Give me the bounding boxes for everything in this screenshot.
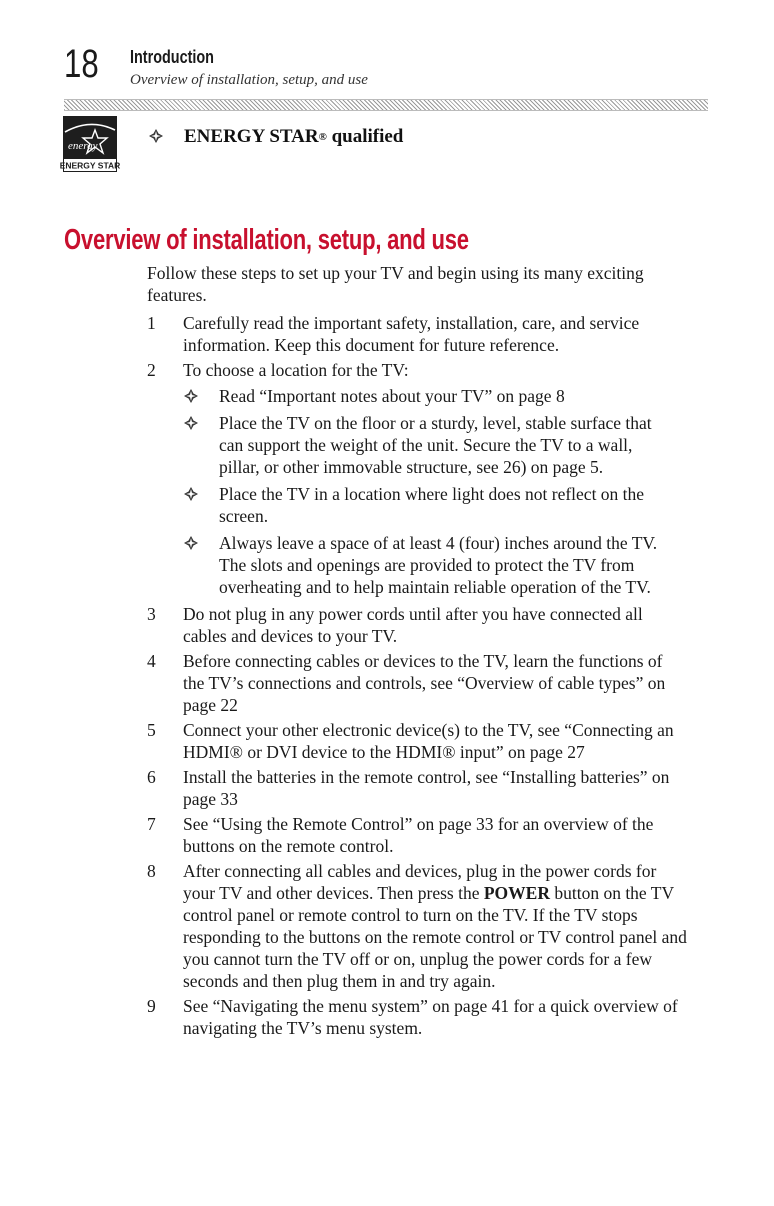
- steps-list: [147, 312, 687, 1042]
- diamond-bullet-icon: [183, 532, 219, 598]
- step-6: [147, 766, 687, 810]
- step-number: 8: [147, 861, 156, 881]
- energy-star-logo-text: ENERGY STAR: [59, 160, 121, 171]
- step-4: [147, 650, 687, 716]
- step-2: [147, 359, 687, 381]
- step-text: Do not plug in any power cords until after you have connected all cables and devices to your TV.: [183, 604, 643, 646]
- bullet-text: Place the TV on the floor or a sturdy, level, stable surface that can support the weight of the unit. Secure the TV to a wall, pillar, or other immovable structure, see 26) on page 5.: [219, 413, 652, 477]
- step-number: 7: [147, 814, 156, 834]
- step-number: 9: [147, 996, 156, 1016]
- header-rule: [64, 99, 708, 111]
- bullet-text: Place the TV in a location where light does not reflect on the screen.: [219, 484, 645, 526]
- step-1: [147, 312, 687, 356]
- energy-star-suffix: qualified: [326, 126, 404, 147]
- step-2-bullet-list: [183, 385, 687, 598]
- step-5: [147, 719, 687, 763]
- step-number: 5: [147, 720, 156, 740]
- energy-star-logo-icon: [59, 116, 121, 172]
- step-number: 1: [147, 313, 156, 333]
- step-9: [147, 995, 687, 1039]
- diamond-bullet-icon: [183, 412, 219, 478]
- diamond-bullet-icon: [148, 126, 184, 148]
- step-number: 3: [147, 604, 156, 624]
- power-button-label: POWER: [483, 883, 550, 903]
- running-subtitle: Overview of installation, setup, and use: [130, 72, 368, 88]
- diamond-bullet-icon: [183, 483, 219, 527]
- bullet-item: [183, 412, 687, 478]
- energy-star-label: ENERGY STAR: [184, 126, 319, 147]
- step-text: See “Using the Remote Control” on page 33 for an overview of the buttons on the remote control.: [183, 814, 654, 856]
- step-text-before: After connecting all cables and devices, plug in the power cords for your TV and other devices. Then press the: [183, 861, 657, 903]
- diamond-bullet-icon: [183, 385, 219, 407]
- step-text: Install the batteries in the remote control, see “Installing batteries” on page 33: [183, 767, 670, 809]
- step-text: Connect your other electronic device(s) to the TV, see “Connecting an HDMI® or DVI device to the HDMI® input” on page 27: [183, 720, 674, 762]
- step-number: 2: [147, 360, 156, 380]
- step-text: See “Navigating the menu system” on page 41 for a quick overview of navigating the TV’s menu system.: [183, 996, 678, 1038]
- bullet-item: [183, 385, 687, 407]
- bullet-text: Always leave a space of at least 4 (four) inches around the TV. The slots and openings are provided to protect the TV from overheating and to help maintain reliable operation of the TV.: [219, 533, 658, 597]
- step-3: [147, 603, 687, 647]
- step-number: 6: [147, 767, 156, 787]
- registered-mark: ®: [318, 131, 327, 143]
- step-text-after: button on the TV control panel or remote control to turn on the TV. If the TV stops responding to the buttons on the remote control or TV control panel and you cannot turn the TV off or on, unplug the power cords for a few seconds and then plug them in and try again.: [183, 883, 687, 991]
- step-text: Carefully read the important safety, installation, care, and service information. Keep this document for future reference.: [183, 313, 640, 355]
- step-text: Before connecting cables or devices to the TV, learn the functions of the TV’s connections and controls, see “Overview of cable types” on page 22: [183, 651, 666, 715]
- section-heading: Overview of installation, setup, and use: [64, 224, 469, 256]
- step-text: To choose a location for the TV:: [183, 360, 409, 380]
- running-title: Introduction: [130, 47, 214, 67]
- step-number: 4: [147, 651, 156, 671]
- step-text: [183, 860, 687, 992]
- step-8: [147, 860, 687, 992]
- intro-paragraph: Follow these steps to set up your TV and begin using its many exciting features.: [147, 263, 644, 305]
- bullet-item: [183, 483, 687, 527]
- step-7: [147, 813, 687, 857]
- bullet-text: Read “Important notes about your TV” on page 8: [219, 386, 565, 406]
- svg-text:energy: energy: [68, 140, 98, 152]
- energy-star-line: [148, 126, 403, 148]
- bullet-item: [183, 532, 687, 598]
- page-number: 18: [64, 42, 99, 86]
